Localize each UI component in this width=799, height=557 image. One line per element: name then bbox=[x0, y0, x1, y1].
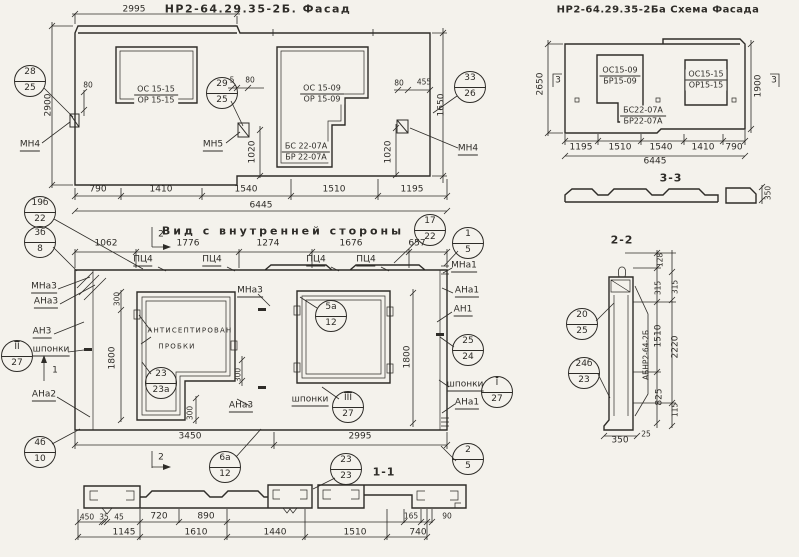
callout-i-27-top: $\overline{I}$ bbox=[482, 377, 512, 393]
label-mna3-center: МНа3 bbox=[237, 285, 263, 296]
dim-facade-1540: 1540 bbox=[234, 184, 258, 195]
inner-view-title: Вид с внутренней стороны bbox=[161, 224, 405, 238]
callout-1-5 bbox=[452, 227, 484, 259]
note-antiseptic-line2: ПРОБКИ bbox=[158, 342, 196, 351]
schema-door-bs22-07a: БС22-07А БР22-07А bbox=[620, 106, 666, 127]
window-mark-os15-09: ОС 15-09 ОР 15-09 bbox=[300, 84, 344, 105]
anchor-label-mn4-right: МН4 bbox=[457, 143, 479, 154]
callout-6a-12 bbox=[209, 451, 241, 483]
dim-sec11-90: 90 bbox=[442, 511, 452, 521]
dim-schema-1900: 1900 bbox=[753, 74, 764, 98]
dim-80-center: 80 bbox=[245, 75, 255, 85]
window-mark-os15-15: ОС 15-15 ОР 15-15 bbox=[134, 85, 178, 106]
dim-schema-2650: 2650 bbox=[535, 72, 546, 96]
callout-5a-12-top: 5а bbox=[316, 301, 346, 317]
dim-sec11-1610: 1610 bbox=[184, 527, 208, 538]
dim-sec11-740: 740 bbox=[409, 527, 427, 538]
dim-schema-1195: 1195 bbox=[569, 142, 593, 153]
dim-sec11-45: 45 bbox=[114, 512, 124, 522]
section-mark-2-bottom-num: 2 bbox=[158, 452, 164, 463]
callout-33-26-top: 33 bbox=[455, 72, 485, 88]
callout-23-23 bbox=[330, 453, 362, 485]
callout-3b-8-bottom: 8 bbox=[37, 243, 43, 254]
callout-17-22 bbox=[414, 214, 446, 246]
dim-sec11-1440: 1440 bbox=[263, 527, 287, 538]
anchor-label-mn5: МН5 bbox=[202, 139, 224, 150]
section-mark-2-top-num: 2 bbox=[158, 229, 164, 240]
dim-sec11-450: 450 bbox=[79, 512, 95, 522]
callout-i-27 bbox=[481, 376, 513, 408]
dim-facade-height-1650: 1650 bbox=[436, 93, 447, 117]
dim-5-center: 5 bbox=[229, 75, 235, 85]
label-mna3-left: МНа3 bbox=[31, 281, 57, 292]
callout-iii-27 bbox=[332, 391, 364, 423]
callout-4b-10-top: 4б bbox=[25, 437, 55, 453]
section-label-3-3: 3-3 bbox=[659, 171, 683, 185]
schema-window-os15-09: ОС15-09 БР15-09 bbox=[599, 66, 640, 87]
callout-20-25-bottom: 25 bbox=[576, 325, 588, 336]
callout-24b-23-top: 24б bbox=[569, 358, 599, 374]
callout-28-25-bottom: 25 bbox=[24, 82, 36, 93]
dim-inner-1062: 1062 bbox=[94, 238, 118, 249]
dim-inner-1274: 1274 bbox=[256, 238, 280, 249]
callout-28-25-top: 28 bbox=[15, 66, 45, 82]
dim-sec11-165: 165 bbox=[403, 511, 419, 521]
callout-ii-27-bottom: 27 bbox=[11, 357, 23, 368]
dim-sec11-1510: 1510 bbox=[343, 527, 367, 538]
callout-23-23a-top: 23 bbox=[146, 368, 176, 384]
schema-window-os15-15: ОС15-15 ОР15-15 bbox=[685, 70, 726, 91]
loop-label-pc4-3: ПЦ4 bbox=[306, 254, 326, 265]
dim-sec22-315-b: 315 bbox=[670, 279, 680, 295]
dim-inner-300-bottom: 300 bbox=[185, 405, 195, 421]
callout-iii-27-top: $\overline{III}$ bbox=[333, 392, 363, 408]
callout-6a-12-top: 6а bbox=[210, 452, 240, 468]
dim-facade-total-6445: 6445 bbox=[249, 200, 273, 211]
callout-20-25-top: 20 bbox=[567, 309, 597, 325]
note-antiseptic-line1: АНТИСЕПТИРОВАН bbox=[147, 326, 233, 335]
label-shponki-center: шпонки bbox=[291, 394, 329, 405]
callout-33-26-bottom: 26 bbox=[464, 88, 476, 99]
callout-20-25 bbox=[566, 308, 598, 340]
dim-sec22-825: 825 bbox=[654, 388, 665, 406]
callout-25-24 bbox=[452, 334, 484, 366]
loop-label-pc4-4: ПЦ4 bbox=[356, 254, 376, 265]
dim-sec22-350: 350 bbox=[611, 435, 629, 446]
dim-schema-1540: 1540 bbox=[649, 142, 673, 153]
dim-sec22-25: 25 bbox=[641, 429, 651, 439]
dim-sec22-115: 115 bbox=[670, 402, 680, 418]
dim-inner-1776: 1776 bbox=[176, 238, 200, 249]
dim-inner-1800-right: 1800 bbox=[402, 345, 413, 369]
callout-1-5-bottom: 5 bbox=[465, 244, 471, 255]
dim-80-right: 80 bbox=[394, 78, 404, 88]
callout-19b-22-top: 19б bbox=[25, 197, 55, 213]
callout-i-27-bottom: 27 bbox=[491, 393, 503, 404]
label-an3-left: АН3 bbox=[32, 326, 52, 337]
callout-5a-12-bottom: 12 bbox=[325, 317, 337, 328]
dim-sec22-315-a: 315 bbox=[653, 280, 663, 296]
dim-sec11-1145: 1145 bbox=[112, 527, 136, 538]
panel-mark-abnr2-64-2b: АБНР2-64-2Б bbox=[641, 329, 651, 381]
dim-schema-1410: 1410 bbox=[691, 142, 715, 153]
dim-schema-350: 350 bbox=[763, 185, 773, 201]
callout-19b-22 bbox=[24, 196, 56, 228]
callout-2-5 bbox=[452, 443, 484, 475]
callout-1-5-top: 1 bbox=[453, 228, 483, 244]
schema-title: НР2-64.29.35-2Ба Схема Фасада bbox=[556, 4, 760, 16]
callout-17-22-bottom: 22 bbox=[424, 231, 436, 242]
dim-inner-2995: 2995 bbox=[348, 431, 372, 442]
callout-2-5-top: 2 bbox=[453, 444, 483, 460]
facade-title: НР2-64.29.35-2Б. Фасад bbox=[164, 2, 352, 16]
callout-23-23-top: 23 bbox=[331, 454, 361, 470]
callout-25-24-bottom: 24 bbox=[462, 351, 474, 362]
dim-facade-height-2900: 2900 bbox=[43, 93, 54, 117]
dim-facade-1510: 1510 bbox=[322, 184, 346, 195]
callout-4b-10 bbox=[24, 436, 56, 468]
dim-455-right: 455 bbox=[416, 77, 432, 87]
callout-3b-8-top: 3б bbox=[25, 227, 55, 243]
label-ana2-left: АНа2 bbox=[31, 389, 57, 400]
callout-33-26 bbox=[454, 71, 486, 103]
loop-label-pc4-1: ПЦ4 bbox=[133, 254, 153, 265]
label-shponki-right: шпонки bbox=[446, 379, 484, 390]
dim-sec11-720: 720 bbox=[150, 511, 168, 522]
dim-sec11-890: 890 bbox=[197, 511, 215, 522]
callout-29-25 bbox=[206, 77, 238, 109]
callout-24b-23-bottom: 23 bbox=[578, 374, 590, 385]
dim-1020-center: 1020 bbox=[247, 140, 258, 164]
dim-facade-790: 790 bbox=[89, 184, 107, 195]
label-an1-right: АН1 bbox=[453, 304, 473, 315]
callout-5a-12 bbox=[315, 300, 347, 332]
label-shponki-left: шпонки bbox=[32, 344, 70, 355]
dim-schema-1510: 1510 bbox=[608, 142, 632, 153]
callout-3b-8 bbox=[24, 226, 56, 258]
dim-inner-1676: 1676 bbox=[339, 238, 363, 249]
dim-sec22-2220: 2220 bbox=[670, 335, 681, 359]
dim-1020-right: 1020 bbox=[383, 140, 394, 164]
label-ana3-win1: АНа3 bbox=[228, 400, 254, 411]
dim-inner-1800-left: 1800 bbox=[107, 346, 118, 370]
callout-29-25-bottom: 25 bbox=[216, 94, 228, 105]
callout-23-23-bottom: 23 bbox=[340, 470, 352, 481]
door-mark-bs22-07a: БС 22-07А БР 22-07А bbox=[282, 142, 330, 163]
callout-2-5-bottom: 5 bbox=[465, 460, 471, 471]
callout-25-24-top: 25 bbox=[453, 335, 483, 351]
callout-29-25-top: 29 bbox=[207, 78, 237, 94]
label-ana1-right-top: АНа1 bbox=[454, 285, 480, 296]
callout-ii-27-top: $\overline{II}$ bbox=[2, 341, 32, 357]
dim-schema-790: 790 bbox=[725, 142, 743, 153]
callout-24b-23 bbox=[568, 357, 600, 389]
anchor-label-mn4-left: МН4 bbox=[19, 139, 41, 150]
callout-23-23a-bottom: 23а bbox=[152, 384, 170, 395]
dim-inner-300-right: 300 bbox=[233, 367, 243, 383]
dim-80-left: 80 bbox=[83, 80, 93, 90]
callout-28-25 bbox=[14, 65, 46, 97]
dim-sec11-35: 35 bbox=[99, 512, 109, 522]
callout-23-23a bbox=[145, 367, 177, 399]
dim-facade-1410: 1410 bbox=[149, 184, 173, 195]
label-mna1-right: МНа1 bbox=[451, 260, 477, 271]
section-label-1-1: 1-1 bbox=[372, 465, 396, 479]
loop-label-pc4-2: ПЦ4 bbox=[202, 254, 222, 265]
dim-inner-657: 657 bbox=[408, 238, 426, 249]
dim-inner-3450: 3450 bbox=[178, 431, 202, 442]
dim-facade-1195: 1195 bbox=[400, 184, 424, 195]
dim-sec22-1510: 1510 bbox=[653, 324, 664, 348]
callout-4b-10-bottom: 10 bbox=[34, 453, 46, 464]
section-mark-3-left: 3 bbox=[555, 75, 561, 86]
section-label-2-2: 2-2 bbox=[610, 233, 634, 247]
callout-iii-27-bottom: 27 bbox=[342, 408, 354, 419]
callout-ii-27 bbox=[1, 340, 33, 372]
callout-17-22-top: 17 bbox=[415, 215, 445, 231]
callout-19b-22-bottom: 22 bbox=[34, 213, 46, 224]
label-ana3-left: АНа3 bbox=[33, 296, 59, 307]
label-ana1-right-bottom: АНа1 bbox=[454, 397, 480, 408]
dim-schema-total-6445: 6445 bbox=[643, 156, 667, 167]
dim-sec22-128: 128 bbox=[655, 252, 665, 268]
section-mark-1-num: 1 bbox=[52, 365, 58, 376]
callout-6a-12-bottom: 12 bbox=[219, 468, 231, 479]
section-mark-3-right: 3 bbox=[771, 75, 777, 86]
dim-facade-top-2995: 2995 bbox=[122, 4, 146, 15]
dim-inner-300-top: 300 bbox=[112, 291, 122, 307]
